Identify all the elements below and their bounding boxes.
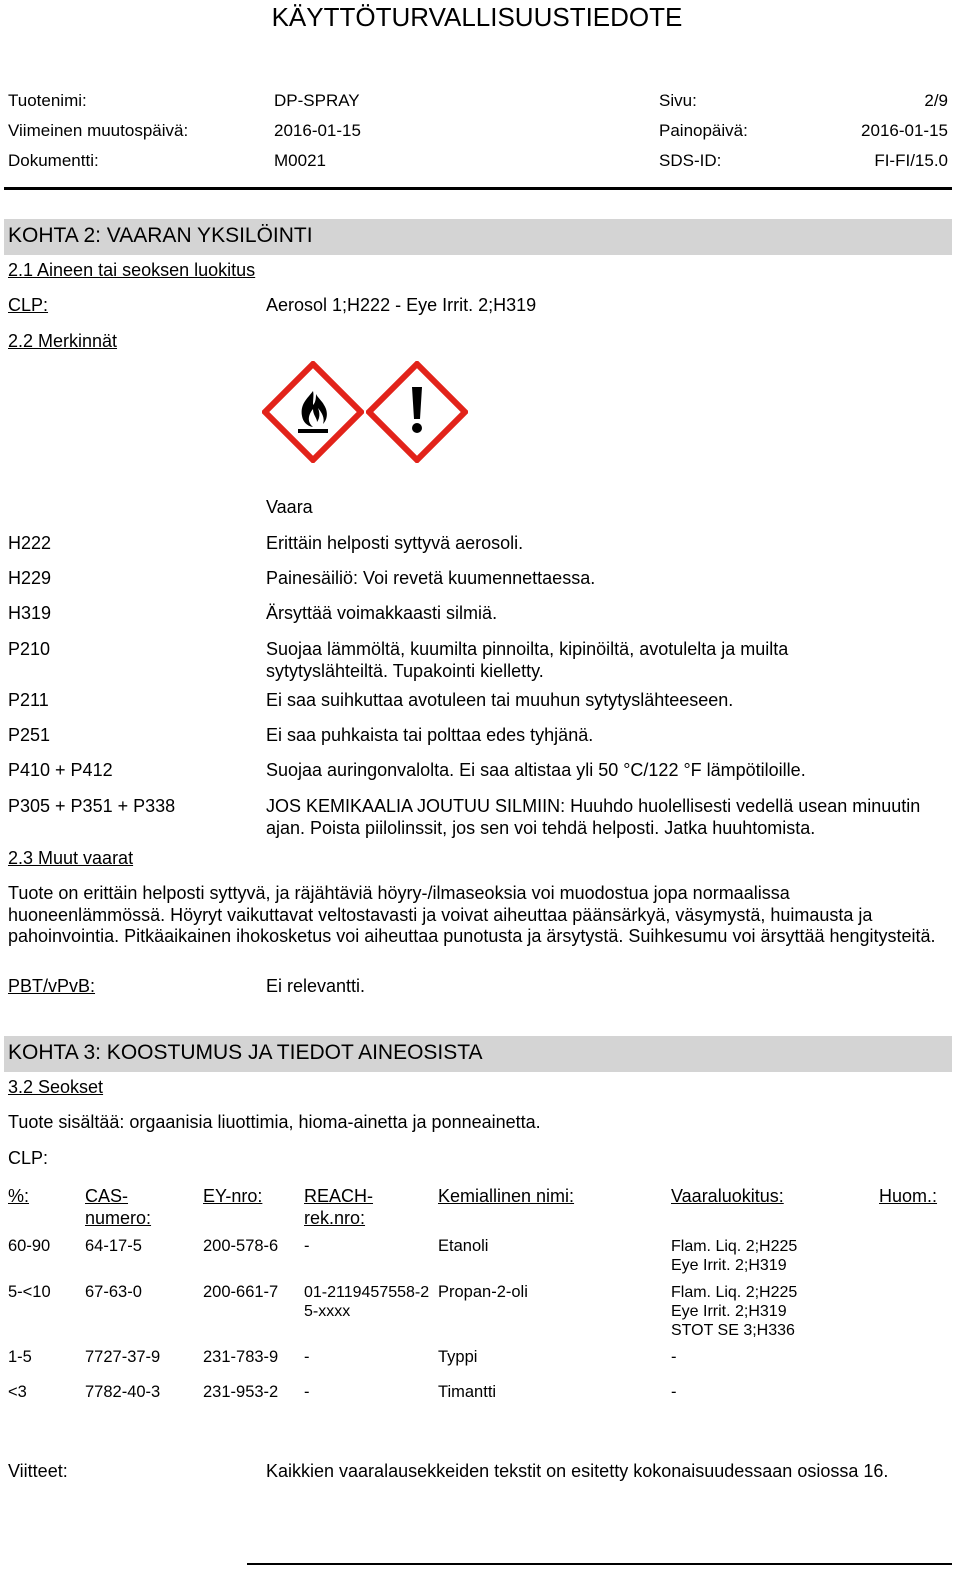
footer-divider [247,1563,952,1565]
signal-word: Vaara [266,497,313,517]
subsection-2-2-heading[interactable]: 2.2 Merkinnät [8,331,118,351]
table-cell-percent: 60-90 [8,1237,51,1255]
header-label-sds-id: SDS-ID: [659,151,722,170]
table-cell-percent: <3 [8,1383,27,1401]
pbt-value: Ei relevantti. [266,976,366,996]
header-value-product: DP-SPRAY [274,91,360,110]
statement-text: Suojaa lämmöltä, kuumilta pinnoilta, kipinöiltä, avotulelta ja muilta sytytyslähteiltä. Tupakointi kielletty. [266,639,789,681]
header-value-sds-id: FI-FI/15.0 [874,151,948,170]
clp-classification: Aerosol 1;H222 - Eye Irrit. 2;H319 [266,295,537,315]
table-cell-cas: 64-17-5 [85,1237,142,1255]
table-cell-reach: - [304,1348,310,1366]
column-header-notes[interactable]: Huom.: [879,1186,938,1206]
table-cell-chemical-name: Etanoli [438,1237,489,1255]
references-label: Viitteet: [8,1461,68,1481]
column-header-chemical-name[interactable]: Kemiallinen nimi: [438,1186,575,1206]
references-text: Kaikkien vaaralausekkeiden tekstit on esitetty kokonaisuudessaan osiossa 16. [266,1461,889,1481]
header-label-page: Sivu: [659,91,697,110]
header-label-print-date: Painopäivä: [659,121,748,140]
table-cell-cas: 67-63-0 [85,1283,142,1301]
column-header-ey[interactable]: EY-nro: [203,1186,263,1206]
header-value-page: 2/9 [924,91,948,110]
table-cell-chemical-name: Timantti [438,1383,497,1401]
column-header-hazard-class[interactable]: Vaaraluokitus: [671,1186,784,1206]
statement-code: H319 [8,603,52,623]
table-cell-hazard: - [671,1348,677,1366]
table-cell-hazard: - [671,1383,677,1401]
statement-text: Suojaa auringonvalolta. Ei saa altistaa yli 50 °C/122 °F lämpötiloille. [266,760,806,780]
statement-code: H229 [8,568,52,588]
table-cell-ey: 231-783-9 [203,1348,279,1366]
statement-code: P305 + P351 + P338 [8,796,176,816]
subsection-2-3-heading[interactable]: 2.3 Muut vaarat [8,848,134,868]
table-cell-reach: - [304,1237,310,1255]
flame-icon [262,361,364,463]
clp-label[interactable]: CLP: [8,295,49,315]
other-hazards-text: Tuote on erittäin helposti syttyvä, ja räjähtäviä höyry-/ilmaseoksia voi muodostua jopa normaalissa huoneenlämmössä. Höyryt vaikuttavat veltostavasti ja voivat aiheuttaa päänsärkyä, väsymystä, huimausta ja pahoinvointia. Pitkäaikainen ihokosketus voi aiheuttaa punotusta ja ärsytystä. Suihkesumu voi ärsyttää hengitysteitä. [8,883,936,946]
subsection-3-2-heading[interactable]: 3.2 Seokset [8,1077,104,1097]
table-cell-hazard: Flam. Liq. 2;H225 Eye Irrit. 2;H319 [671,1238,798,1274]
table-cell-reach: - [304,1383,310,1401]
pbt-label[interactable]: PBT/vPvB: [8,976,96,996]
table-cell-ey: 200-578-6 [203,1237,279,1255]
statement-code: H222 [8,533,52,553]
table-cell-percent: 1-5 [8,1348,32,1366]
statement-code: P251 [8,725,51,745]
header-value-revision-date: 2016-01-15 [274,121,361,140]
section3-title: KOHTA 3: KOOSTUMUS JA TIEDOT AINEOSISTA [8,1041,483,1064]
statement-text: Ei saa suihkuttaa avotuleen tai muuhun sytytyslähteeseen. [266,690,734,710]
table-cell-cas: 7782-40-3 [85,1383,161,1401]
statement-text: Ärsyttää voimakkaasti silmiä. [266,603,498,623]
table-cell-chemical-name: Propan-2-oli [438,1283,528,1301]
table-cell-reach: 01-2119457558-25-xxxx [304,1284,430,1320]
section2-title: KOHTA 2: VAARAN YKSILÖINTI [8,224,313,247]
table-cell-hazard: Flam. Liq. 2;H225 Eye Irrit. 2;H319 STOT SE 3;H336 [671,1284,798,1339]
column-header-cas[interactable]: CAS-numero: [85,1186,152,1228]
exclamation-mark-icon [366,361,468,463]
document-title: KÄYTTÖTURVALLISUUSTIEDOTE [271,2,683,32]
statement-code: P210 [8,639,51,659]
statement-text: JOS KEMIKAALIA JOUTUU SILMIIN: Huuhdo huolellisesti vedellä usean minuutin ajan. Poista piilolinssit, jos sen voi tehdä helposti. Jatka huuhtomista. [266,796,921,838]
table-cell-ey: 231-953-2 [203,1383,279,1401]
table-cell-percent: 5-<10 [8,1283,51,1301]
statement-text: Erittäin helposti syttyvä aerosoli. [266,533,524,553]
header-label-document: Dokumentti: [8,151,99,170]
clp-label-section3: CLP: [8,1148,49,1168]
header-label-product: Tuotenimi: [8,91,87,110]
statement-code: P211 [8,690,49,710]
statement-text: Painesäiliö: Voi revetä kuumennettaessa. [266,568,596,588]
header-divider [4,187,952,190]
header-value-print-date: 2016-01-15 [861,121,948,140]
table-cell-chemical-name: Typpi [438,1348,478,1366]
header-label-revision-date: Viimeinen muutospäivä: [8,121,189,140]
table-cell-cas: 7727-37-9 [85,1348,161,1366]
mixture-intro: Tuote sisältää: orgaanisia liuottimia, hioma-ainetta ja ponneainetta. [8,1112,541,1132]
column-header-percent[interactable]: %: [8,1186,30,1206]
column-header-reach[interactable]: REACH-rek.nro: [304,1186,374,1228]
statement-code: P410 + P412 [8,760,113,780]
statement-text: Ei saa puhkaista tai polttaa edes tyhjänä. [266,725,594,745]
subsection-2-1-heading[interactable]: 2.1 Aineen tai seoksen luokitus [8,260,256,280]
header-value-document: M0021 [274,151,326,170]
table-cell-ey: 200-661-7 [203,1283,279,1301]
